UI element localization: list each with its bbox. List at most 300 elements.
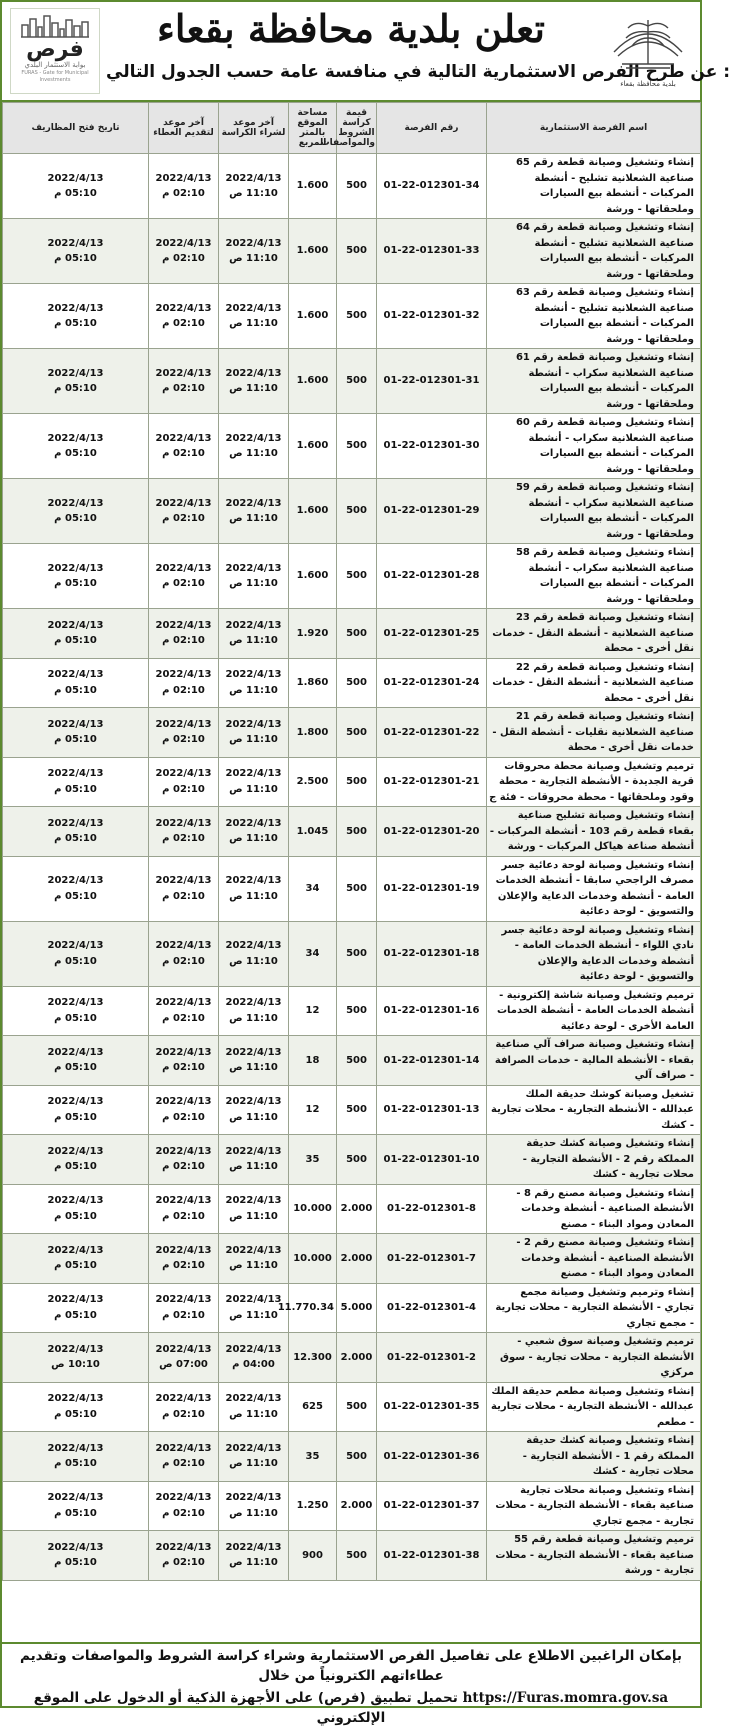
site-area-cell-value: 11.770.34 [277,1302,334,1313]
envelope-opening-cell [3,219,149,284]
booklet-fee-cell [337,1184,377,1234]
table-row [3,1135,701,1185]
envelope-opening-cell-value: 2022/4/13 [47,172,104,184]
opportunity-name-cell-value: إنشاء وتشغيل وصيانة قطعة رقم 21 صناعية الشعلانية نقليات - أنشطة النقل - خدمات نقل أخرى - محطة [492,711,694,753]
site-area-cell [289,1085,337,1135]
footer-line-2 [2,1688,700,1728]
table-row [3,658,701,708]
opportunity-name-cell [487,1333,701,1383]
purchase-deadline-cell [219,757,289,807]
table-row [3,1036,701,1086]
envelope-opening-cell [3,1234,149,1284]
booklet-fee-cell [337,219,377,284]
opportunity-number-cell [377,986,487,1036]
booklet-fee-cell [337,1333,377,1383]
booklet-fee-cell [337,1382,377,1432]
opportunity-number-cell [377,856,487,921]
opportunity-number-cell-value: 01-22-012301-4 [387,1302,476,1313]
purchase-deadline-cell [219,921,289,986]
envelope-opening-cell-value: 2022/4/13 [47,1244,104,1256]
header-submission-deadline: آخر موعد لتقديم العطاء [149,103,219,154]
submission-deadline-cell-value: 2022/4/13 [155,1145,212,1157]
booklet-fee-cell [337,856,377,921]
submission-deadline-cell-value: 2022/4/13 [155,1096,212,1108]
submission-deadline-cell [149,1382,219,1432]
submission-deadline-cell-value: 02:10 م [162,684,205,696]
purchase-deadline-cell-value: 2022/4/13 [225,875,282,886]
header-site-area: مساحة الموقع بالمتر المربع [289,103,337,154]
envelope-opening-cell-value: 05:10 م [54,513,97,524]
submission-deadline-cell-value: 02:10 م [162,635,205,647]
booklet-fee-cell-value: 500 [346,1401,367,1412]
booklet-fee-cell-value: 500 [346,440,367,452]
submission-deadline-cell [149,1481,219,1531]
submission-deadline-cell-value: 2022/4/13 [155,1046,212,1058]
envelope-opening-cell [3,1333,149,1383]
municipality-logo-text: بلدية محافظة بقعاء [620,80,676,88]
opportunity-number-cell [377,1531,487,1581]
site-area-cell-value: 1.600 [296,375,329,387]
envelope-opening-cell [3,1481,149,1531]
purchase-deadline-cell-value: 2022/4/13 [225,669,282,681]
opportunity-number-cell-value: 01-22-012301-16 [383,1005,480,1016]
envelope-opening-cell-value: 05:10 م [54,783,97,795]
opportunity-name-cell [487,921,701,986]
opportunity-number-cell [377,414,487,479]
purchase-deadline-cell [219,349,289,414]
opportunity-name-cell-value: إنشاء وتشغيل وصيانة قطعة رقم 60 صناعية الشعلانية سكراب - أنشطة المركبات - أنشطة بيع السيارات وملحقاتها - ورشة [515,417,694,475]
submission-deadline-cell-value: 02:10 م [162,1507,205,1519]
site-area-cell-value: 1.600 [296,180,329,192]
furas-logo-subtitle: بوابة الاستثمار البلدي [24,61,86,69]
site-area-cell [289,479,337,544]
table-row [3,921,701,986]
envelope-opening-cell-value: 2022/4/13 [47,997,104,1009]
opportunity-number-cell-value: 01-22-012301-22 [383,726,480,738]
purchase-deadline-cell [219,219,289,284]
booklet-fee-cell-value: 500 [346,776,367,787]
municipality-logo [602,6,694,94]
site-area-cell [289,349,337,414]
booklet-fee-cell [337,609,377,659]
booklet-fee-cell [337,1283,377,1333]
site-area-cell-value: 12 [305,1104,320,1115]
furas-website-link[interactable]: https://Furas.momra.gov.sa [462,1690,669,1706]
purchase-deadline-cell-value: 11:10 ص [229,188,278,199]
envelope-opening-cell-value: 05:10 م [54,1012,97,1024]
envelope-opening-cell [3,1382,149,1432]
opportunity-name-cell-value: إنشاء وتشغيل وصيانة مطعم حديقة الملك عبدالله - الأنشطة التجارية - محلات تجارية - مطعم [491,1385,694,1428]
purchase-deadline-cell-value: 11:10 ص [229,1458,278,1470]
opportunity-number-cell [377,807,487,857]
envelope-opening-cell [3,807,149,857]
opportunity-name-cell-value: ترميم وتشغيل وصيانة قطعة رقم 55 صناعية بقعاء - الأنشطة التجارية - محلات تجارية - ورشة [495,1534,694,1576]
booklet-fee-cell-value: 500 [346,947,367,959]
submission-deadline-cell [149,1432,219,1482]
opportunity-name-cell-value: ترميم وتشغيل وصيانة سوق شعبي - الأنشطة التجارية - محلات تجارية - سوق مركزي [500,1336,694,1378]
submission-deadline-cell-value: 2022/4/13 [155,1541,212,1553]
envelope-opening-cell [3,1036,149,1086]
site-area-cell-value: 1.920 [296,627,329,639]
site-area-cell [289,219,337,284]
opportunity-number-cell-value: 01-22-012301-7 [387,1252,476,1264]
opportunity-name-cell [487,479,701,544]
opportunity-name-cell-value: إنشاء وتشغيل وصيانة قطعة رقم 58 صناعية الشعلانية سكراب - أنشطة المركبات - أنشطة بيع السيارات وملحقاتها - ورشة [515,547,694,605]
purchase-deadline-cell-value: 11:10 ص [229,1557,278,1569]
purchase-deadline-cell [219,544,289,609]
envelope-opening-cell-value: 05:10 م [54,1309,97,1321]
booklet-fee-cell-value: 500 [346,627,367,639]
table-row [3,349,701,414]
purchase-deadline-cell [219,1184,289,1234]
opportunity-name-cell-value: إنشاء وتشغيل وصيانة كشك حديقة المملكة رقم 2 - الأنشطة التجارية - محلات تجارية - كشك [522,1138,694,1180]
purchase-deadline-cell-value: 11:10 ص [229,1260,278,1272]
purchase-deadline-cell-value: 11:10 ص [229,253,278,264]
purchase-deadline-cell-value: 11:10 ص [229,578,278,589]
envelope-opening-cell-value: 2022/4/13 [47,940,104,951]
submission-deadline-cell [149,921,219,986]
opportunities-table [2,102,701,1581]
envelope-opening-cell-value: 05:10 م [54,578,97,589]
purchase-deadline-cell-value: 11:10 ص [229,1111,278,1123]
booklet-fee-cell-value: 500 [346,1054,367,1066]
table-row [3,1432,701,1482]
booklet-fee-cell [337,544,377,609]
site-area-cell [289,414,337,479]
table-row [3,414,701,479]
submission-deadline-cell-value: 2022/4/13 [155,817,212,829]
site-area-cell [289,658,337,708]
booklet-fee-cell [337,1036,377,1086]
submission-deadline-cell [149,349,219,414]
opportunity-number-cell [377,154,487,219]
opportunity-name-cell [487,1481,701,1531]
envelope-opening-cell-value: 05:10 م [54,318,97,329]
site-area-cell-value: 18 [305,1054,320,1066]
site-area-cell-value: 1.250 [296,1500,329,1511]
submission-deadline-cell [149,284,219,349]
booklet-fee-cell [337,1085,377,1135]
site-area-cell [289,708,337,758]
envelope-opening-cell [3,1085,149,1135]
booklet-fee-cell-value: 500 [346,1104,367,1115]
booklet-fee-cell-value: 5.000 [340,1302,373,1313]
opportunity-number-cell-value: 01-22-012301-20 [383,825,480,837]
header [2,2,730,102]
envelope-opening-cell [3,544,149,609]
envelope-opening-cell [3,284,149,349]
envelope-opening-cell-value: 05:10 م [54,734,97,746]
site-area-cell-value: 625 [302,1401,323,1412]
purchase-deadline-cell-value: 2022/4/13 [225,367,282,379]
site-area-cell [289,856,337,921]
purchase-deadline-cell-value: 2022/4/13 [225,1343,282,1355]
submission-deadline-cell-value: 07:00 ص [159,1359,208,1371]
booklet-fee-cell [337,414,377,479]
envelope-opening-cell [3,986,149,1036]
table-row [3,1283,701,1333]
opportunity-number-cell [377,284,487,349]
purchase-deadline-cell [219,609,289,659]
table-row [3,856,701,921]
table-row [3,807,701,857]
submission-deadline-cell-value: 2022/4/13 [155,768,212,780]
opportunity-number-cell-value: 01-22-012301-10 [383,1153,480,1165]
header-purchase-deadline: آخر موعد لشراء الكراسة [219,103,289,154]
site-area-cell [289,1184,337,1234]
opportunity-number-cell [377,349,487,414]
submission-deadline-cell [149,1184,219,1234]
envelope-opening-cell-value: 05:10 م [54,1557,97,1569]
footer [2,1642,700,1726]
palm-emblem-icon [610,6,686,76]
opportunity-name-cell [487,349,701,414]
submission-deadline-cell-value: 02:10 م [162,1458,205,1470]
purchase-deadline-cell-value: 11:10 ص [229,955,278,967]
purchase-deadline-cell [219,708,289,758]
submission-deadline-cell [149,1531,219,1581]
opportunity-number-cell [377,1036,487,1086]
site-area-cell-value: 1.600 [296,505,329,517]
opportunity-number-cell [377,1135,487,1185]
site-area-cell-value: 1.600 [296,570,329,582]
table-body [3,154,701,1581]
site-area-cell [289,1531,337,1581]
opportunity-name-cell [487,609,701,659]
opportunity-number-cell-value: 01-22-012301-21 [383,776,480,787]
opportunity-number-cell [377,544,487,609]
table-row [3,986,701,1036]
opportunity-name-cell-value: ترميم وتشغيل وصيانة شاشة إلكترونية - أنشطة الخدمات العامة - أنشطة الخدمات العامة الأخرى - لوحة دعائية [496,989,694,1032]
purchase-deadline-cell-value: 2022/4/13 [225,1393,282,1405]
opportunity-number-cell [377,1085,487,1135]
site-area-cell [277,1283,337,1333]
opportunity-name-cell-value: تشغيل وصيانة كوشك حديقة الملك عبدالله - الأنشطة التجارية - محلات تجارية - كشك [491,1088,694,1131]
opportunity-number-cell [377,1481,487,1531]
site-area-cell-value: 1.860 [296,677,329,688]
purchase-deadline-cell [219,1234,289,1284]
site-area-cell [289,807,337,857]
table-row [3,219,701,284]
envelope-opening-cell-value: 2022/4/13 [47,1046,104,1058]
envelope-opening-cell-value: 2022/4/13 [47,1492,104,1504]
booklet-fee-cell [337,1481,377,1531]
purchase-deadline-cell-value: 2022/4/13 [225,1244,282,1256]
purchase-deadline-cell-value: 2022/4/13 [225,562,282,574]
table-row [3,284,701,349]
envelope-opening-cell-value: 2022/4/13 [47,1393,104,1405]
purchase-deadline-cell [219,154,289,219]
purchase-deadline-cell-value: 2022/4/13 [225,768,282,780]
site-area-cell-value: 34 [305,882,320,894]
submission-deadline-cell [149,856,219,921]
submission-deadline-cell [149,414,219,479]
opportunity-name-cell-value: إنشاء وتشغيل وصيانة قطعة رقم 63 صناعية الشعلانية تشليح - أنشطة المركبات - أنشطة بيع السيارات وملحقاتها - ورشة [515,287,694,345]
purchase-deadline-cell-value: 2022/4/13 [225,1442,282,1454]
site-area-cell-value: 1.600 [296,440,329,452]
opportunity-name-cell [487,708,701,758]
envelope-opening-cell [3,921,149,986]
booklet-fee-cell-value: 500 [346,375,367,387]
opportunity-number-cell [377,219,487,284]
table-row [3,154,701,219]
envelope-opening-cell-value: 2022/4/13 [47,1195,104,1207]
purchase-deadline-cell-value: 11:10 ص [229,890,278,902]
table-row [3,1382,701,1432]
opportunity-number-cell-value: 01-22-012301-25 [383,627,480,639]
purchase-deadline-cell-value: 2022/4/13 [225,817,282,829]
envelope-opening-cell-value: 2022/4/13 [47,497,104,509]
header-booklet-fee: قيمة كراسة الشروط والمواصفات [337,103,377,154]
opportunity-name-cell [487,1283,701,1333]
envelope-opening-cell-value: 2022/4/13 [47,562,104,574]
purchase-deadline-cell-value: 2022/4/13 [225,1541,282,1553]
submission-deadline-cell-value: 02:10 م [162,890,205,902]
opportunity-number-cell [377,921,487,986]
opportunity-number-cell [377,1283,487,1333]
site-area-cell [289,757,337,807]
opportunity-number-cell [377,1432,487,1482]
opportunity-number-cell-value: 01-22-012301-18 [383,947,480,959]
opportunity-name-cell-value: إنشاء وتشغيل وصيانة قطعة رقم 61 صناعية الشعلانية سكراب - أنشطة المركبات - أنشطة بيع السيارات وملحقاتها - ورشة [515,352,694,410]
site-area-cell [289,921,337,986]
submission-deadline-cell-value: 2022/4/13 [155,619,212,631]
opportunity-number-cell [377,1382,487,1432]
purchase-deadline-cell-value: 2022/4/13 [225,1145,282,1157]
purchase-deadline-cell [219,658,289,708]
envelope-opening-cell-value: 2022/4/13 [47,1294,104,1306]
opportunity-number-cell-value: 01-22-012301-19 [383,882,480,894]
site-area-cell-value: 900 [302,1549,323,1561]
purchase-deadline-cell-value: 2022/4/13 [225,1294,282,1306]
opportunity-name-cell-value: إنشاء وتشغيل وصيانة كشك حديقة المملكة رقم 1 - الأنشطة التجارية - محلات تجارية - كشك [522,1435,694,1477]
submission-deadline-cell-value: 2022/4/13 [155,562,212,574]
submission-deadline-cell-value: 02:10 م [162,1557,205,1569]
submission-deadline-cell-value: 02:10 م [162,578,205,589]
booklet-fee-cell-value: 500 [346,180,367,192]
envelope-opening-cell [3,1432,149,1482]
purchase-deadline-cell-value: 2022/4/13 [225,432,282,444]
opportunity-number-cell-value: 01-22-012301-13 [383,1104,480,1115]
opportunity-name-cell [487,544,701,609]
site-area-cell [289,1234,337,1284]
envelope-opening-cell-value: 05:10 م [54,1458,97,1470]
envelope-opening-cell [3,757,149,807]
submission-deadline-cell-value: 2022/4/13 [155,1393,212,1405]
purchase-deadline-cell [219,1036,289,1086]
table-row [3,708,701,758]
table-row [3,1184,701,1234]
submission-deadline-cell-value: 2022/4/13 [155,302,212,314]
booklet-fee-cell [337,284,377,349]
opportunity-number-cell-value: 01-22-012301-14 [383,1054,480,1066]
booklet-fee-cell-value: 500 [346,570,367,582]
submission-deadline-cell-value: 02:10 م [162,1062,205,1074]
purchase-deadline-cell-value: 04:00 م [232,1359,275,1371]
site-area-cell [289,1481,337,1531]
opportunity-name-cell [487,1184,701,1234]
footer-line-1: بإمكان الراغبين الاطلاع على تفاصيل الفرص الاستثمارية وشراء كراسة الشروط والمواصفات وتقديم عطاءاتهم الكترونياً من خلال [19,1648,682,1684]
opportunity-number-cell-value: 01-22-012301-33 [383,245,480,257]
envelope-opening-cell [3,154,149,219]
submission-deadline-cell [149,1283,219,1333]
submission-deadline-cell [149,807,219,857]
table-row [3,1333,701,1383]
furas-logo-english: FURAS - Gate for Municipal Investments [21,70,89,83]
purchase-deadline-cell-value: 11:10 ص [229,448,278,459]
booklet-fee-cell [337,921,377,986]
purchase-deadline-cell [219,1135,289,1185]
submission-deadline-cell [149,1135,219,1185]
envelope-opening-cell-value: 05:10 م [54,955,97,967]
purchase-deadline-cell-value: 11:10 ص [229,318,278,329]
purchase-deadline-cell [219,986,289,1036]
opportunity-number-cell-value: 01-22-012301-36 [383,1450,480,1462]
site-area-cell [289,1432,337,1482]
purchase-deadline-cell-value: 11:10 ص [229,1408,278,1420]
submission-deadline-cell [149,1085,219,1135]
submission-deadline-cell [149,154,219,219]
site-area-cell-value: 12 [305,1005,320,1016]
purchase-deadline-cell-value: 11:10 ص [229,684,278,696]
purchase-deadline-cell-value: 11:10 ص [229,1012,278,1024]
purchase-deadline-cell-value: 11:10 ص [229,1062,278,1074]
envelope-opening-cell-value: 05:10 م [54,253,97,264]
envelope-opening-cell-value: 2022/4/13 [47,875,104,886]
site-area-cell-value: 1.800 [296,726,329,738]
envelope-opening-cell-value: 05:10 م [54,383,97,394]
opportunity-name-cell [487,1432,701,1482]
purchase-deadline-cell-value: 2022/4/13 [225,237,282,249]
opportunity-name-cell [487,154,701,219]
booklet-fee-cell [337,757,377,807]
opportunity-number-cell-value: 01-22-012301-8 [387,1203,476,1214]
purchase-deadline-cell-value: 2022/4/13 [225,940,282,951]
submission-deadline-cell [149,609,219,659]
purchase-deadline-cell-value: 2022/4/13 [225,1195,282,1207]
table-row [3,609,701,659]
opportunity-number-cell [377,757,487,807]
envelope-opening-cell [3,1283,149,1333]
opportunity-number-cell-value: 01-22-012301-31 [383,375,480,387]
purchase-deadline-cell-value: 11:10 ص [229,383,278,394]
booklet-fee-cell-value: 500 [346,505,367,517]
booklet-fee-cell-value: 500 [346,310,367,322]
booklet-fee-cell-value: 2.000 [340,1203,373,1214]
purchase-deadline-cell-value: 2022/4/13 [225,172,282,184]
opportunity-name-cell [487,1085,701,1135]
site-area-cell-value: 1.600 [296,310,329,322]
booklet-fee-cell-value: 500 [346,882,367,894]
purchase-deadline-cell-value: 2022/4/13 [225,1492,282,1504]
submission-deadline-cell-value: 02:10 م [162,955,205,967]
booklet-fee-cell [337,986,377,1036]
footer-line-2-text: تحميل تطبيق (فرص) على الأجهزة الذكية أو الدخول على الموقع الإلكتروني [33,1690,458,1726]
envelope-opening-cell [3,1135,149,1185]
opportunity-number-cell-value: 01-22-012301-38 [383,1549,480,1561]
envelope-opening-cell-value: 05:10 م [54,1507,97,1519]
envelope-opening-cell-value: 05:10 م [54,1408,97,1420]
booklet-fee-cell [337,708,377,758]
submission-deadline-cell-value: 2022/4/13 [155,1343,212,1355]
purchase-deadline-cell [219,479,289,544]
envelope-opening-cell-value: 2022/4/13 [47,432,104,444]
booklet-fee-cell [337,479,377,544]
opportunity-number-cell-value: 01-22-012301-37 [383,1500,480,1511]
site-area-cell [289,154,337,219]
opportunity-name-cell [487,1382,701,1432]
opportunity-name-cell [487,414,701,479]
